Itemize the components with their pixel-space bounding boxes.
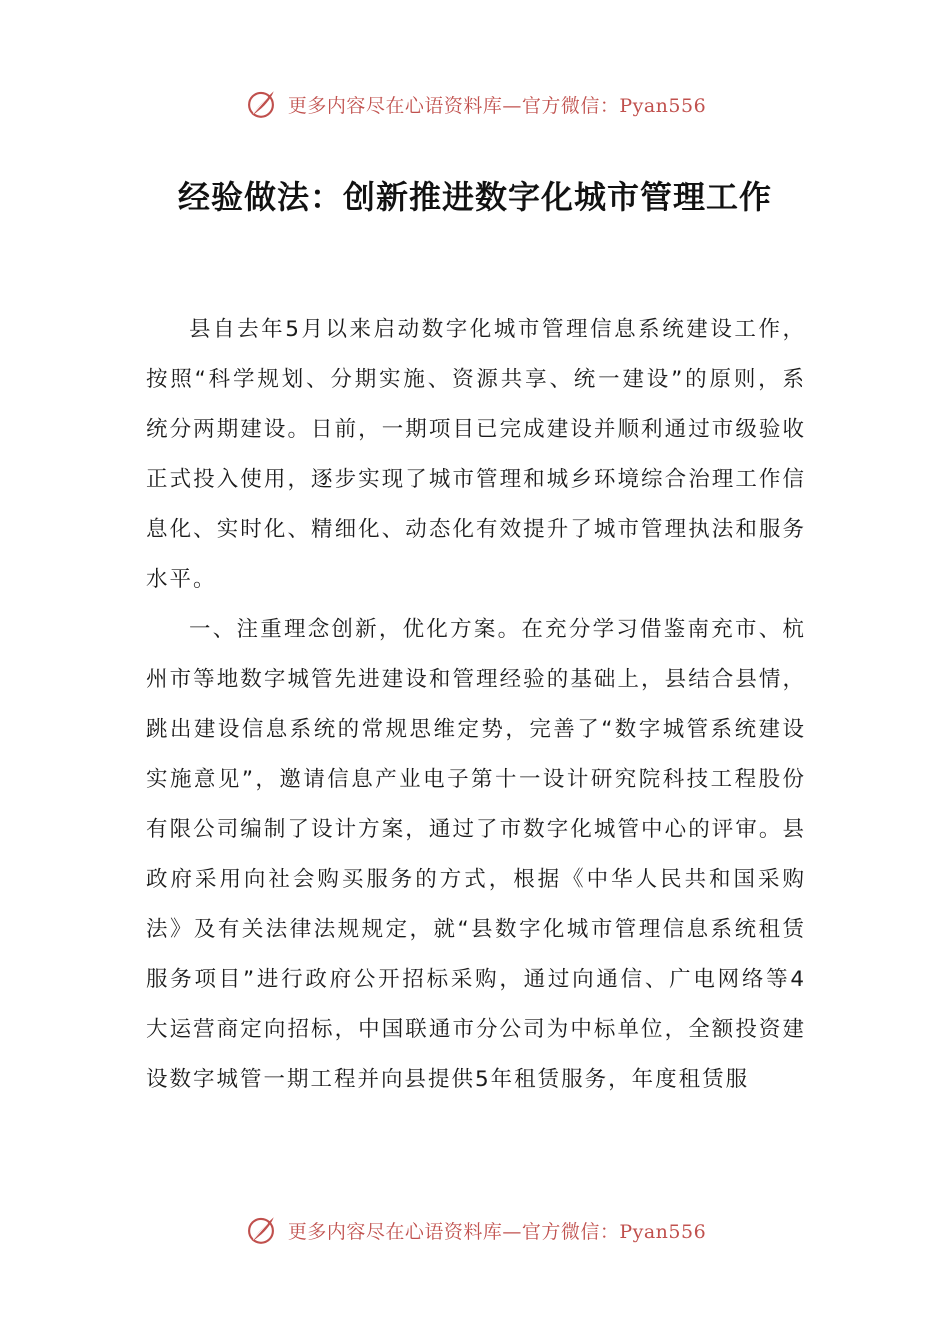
watermark-text: 更多内容尽在心语资料库—官方微信：Pyan556 [287, 94, 707, 117]
paragraph-section-one: 一、注重理念创新，优化方案。在充分学习借鉴南充市、杭州市等地数字城管先进建设和管理经验的基础上，县结合县情，跳出建设信息系统的常规思维定势，完善了“数字城管系统建设实施意见”，邀请信息产业电子第十一设计研究院科技工程股份有限公司编制了设计方案，通过了市数字化城管中心的评审。县政府采用向社会购买服务的方式，根据《中华人民共和国采购法》及有关法律法规规定，就“县数字化城市管理信息系统租赁服务项目”进行政府公开招标采购，通过向通信、广电网络等4大运营商定向招标，中国联通市分公司为中标单位，全额投资建设数字城管一期工程并向县提供5年租赁服务，年度租赁服 [146, 617, 806, 1092]
watermark-footer [0, 1208, 950, 1252]
paragraph-intro: 县自去年5月以来启动数字化城市管理信息系统建设工作，按照“科学规划、分期实施、资源共享、统一建设”的原则，系统分两期建设。日前，一期项目已完成建设并顺利通过市级验收正式投入使用，逐步实现了城市管理和城乡环境综合治理工作信息化、实时化、精细化、动态化有效提升了城市管理执法和服务水平。 [146, 317, 806, 592]
watermark-text: 更多内容尽在心语资料库—官方微信：Pyan556 [287, 1220, 707, 1243]
feather-pen-circle-icon [244, 1213, 278, 1247]
watermark-header [0, 82, 950, 126]
feather-pen-circle-icon [244, 87, 278, 121]
page-title: 经验做法：创新推进数字化城市管理工作 [177, 178, 772, 216]
document-body [146, 305, 806, 1105]
